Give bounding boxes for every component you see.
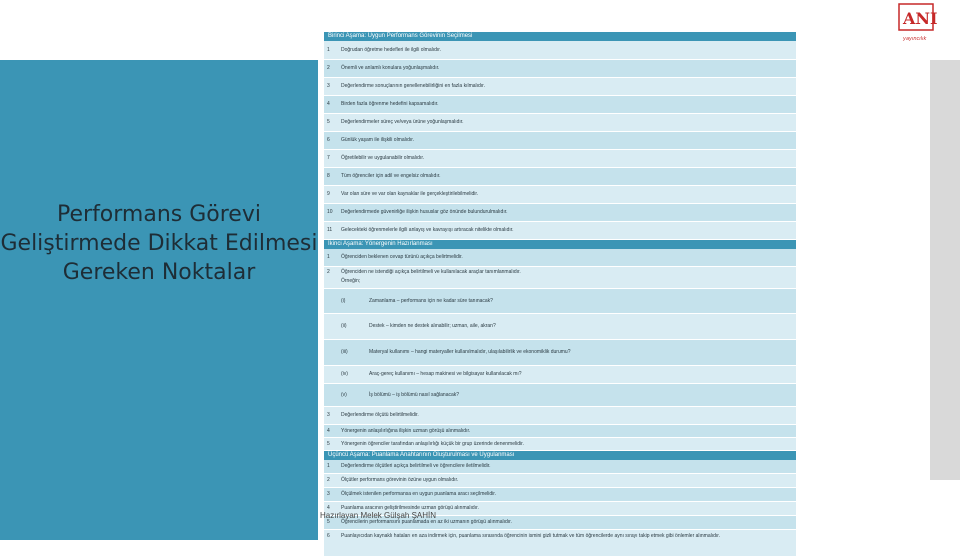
table-row: 8 Tüm öğrenciler için adil ve engelsiz olmalıdır. (324, 168, 796, 186)
table-row: 3 Değerlendirme ölçütü belirtilmelidir. (324, 407, 796, 425)
slide-title: Performans Görevi Geliştirmede Dikkat Edilmesi Gereken Noktalar (0, 202, 318, 285)
table-row: 10 Değerlendirmede güvenirliğe ilişkin hususlar göz önünde bulundurulmalıdır. (324, 204, 796, 222)
table-row: (iii) Materyal kullanımı – hangi materyaller kullanılmalıdır, ulaşılabilirlik ve ekonomiklik durumu? (324, 340, 796, 366)
svg-text:ANI: ANI (903, 9, 938, 28)
content-area (324, 32, 796, 557)
svg-text:yayıncılık: yayıncılık (903, 36, 927, 42)
table-row: 5 Yönergenin öğrenciler tarafından anlaşılırlığı küçük bir grup üzerinde denenmelidir. (324, 438, 796, 451)
table-row: 4 Puanlama aracının geliştirilmesinde uzman görüşü alınmalıdır. (324, 502, 796, 516)
section-header-2: İkinci Aşama: Yönergenin Hazırlanması (324, 240, 796, 249)
section-header-1: Birinci Aşama: Uygun Performans Görevinin Seçilmesi (324, 32, 796, 41)
table-row: 2 Önemli ve anlamlı konulara yoğunlaşmalıdır. (324, 60, 796, 78)
table-row: (iv) Araç-gereç kullanımı – hesap makinesi ve bilgisayar kullanılacak mı? (324, 366, 796, 384)
table-row: 11 Gelecekteki öğrenmelerle ilgili anlayış ve kavrayışı artıracak nitelikte olmalıdır. (324, 222, 796, 240)
table-row: 4 Birden fazla öğrenme hedefini kapsamalıdır. (324, 96, 796, 114)
table-row: 3 Ölçülmek istenilen performansa en uygun puanlama aracı seçilmelidir. (324, 488, 796, 502)
left-panel (0, 60, 318, 540)
table-row: 6 Günlük yaşam ile ilişkili olmalıdır. (324, 132, 796, 150)
table-row: (i) Zamanlama – performans için ne kadar süre tanınacak? (324, 289, 796, 314)
table-row: 1 Doğrudan öğretme hedefleri ile ilgili olmalıdır. (324, 41, 796, 60)
right-decor-strip (930, 60, 960, 480)
logo-graphic (893, 0, 941, 44)
section-header-3: Üçüncü Aşama: Puanlama Anahtarının Oluşturulması ve Uygulanması (324, 451, 796, 460)
table-row: 4 Yönergenin anlaşılırlığına ilişkin uzman görüşü alınmalıdır. (324, 425, 796, 438)
table-row: 7 Öğretilebilir ve uygulanabilir olmalıdır. (324, 150, 796, 168)
table-row: 1 Değerlendirme ölçütleri açıkça belirtilmeli ve öğrencilere iletilmelidir. (324, 460, 796, 474)
table-row: 6 Puanlayıcıdan kaynaklı hataları en aza indirmek için, puanlama sırasında öğrencinin ismini gizli tutmak ve tüm öğrencilerde aynı sırayı takip etmek gibi önlemler alınmalıdır. (324, 530, 796, 557)
table-row: 5 Değerlendirmeler süreç ve/veya ürüne yoğunlaşmalıdır. (324, 114, 796, 132)
logo (893, 0, 941, 44)
table-row: 3 Değerlendirme sonuçlarının genellenebilirliğini en fazla kılmalıdır. (324, 78, 796, 96)
table-row: 5 Öğrencilerin performansını puanlamada en az iki uzmanın görüşü alınmalıdır. (324, 516, 796, 530)
table-row: 1 Öğrenciden beklenen cevap türünü açıkça belirtmelidir. (324, 249, 796, 267)
table-row: 2 Öğrenciden ne istendiği açıkça belirtilmeli ve kullanılacak araçlar tanımlanmalıdır. Örneğin; (324, 267, 796, 289)
table-row: 2 Ölçütler performans görevinin özüne uygun olmalıdır. (324, 474, 796, 488)
footer-author: Hazırlayan Melek Gülşah ŞAHİN (320, 511, 437, 520)
table-row: 9 Var olan süre ve var olan kaynaklar ile gerçekleştirilebilmelidir. (324, 186, 796, 204)
table-row: (ii) Destek – kimden ne destek alınabilir; uzman, aile, akran? (324, 314, 796, 340)
table-row: (v) İş bölümü – iş bölümü nasıl sağlanacak? (324, 384, 796, 407)
